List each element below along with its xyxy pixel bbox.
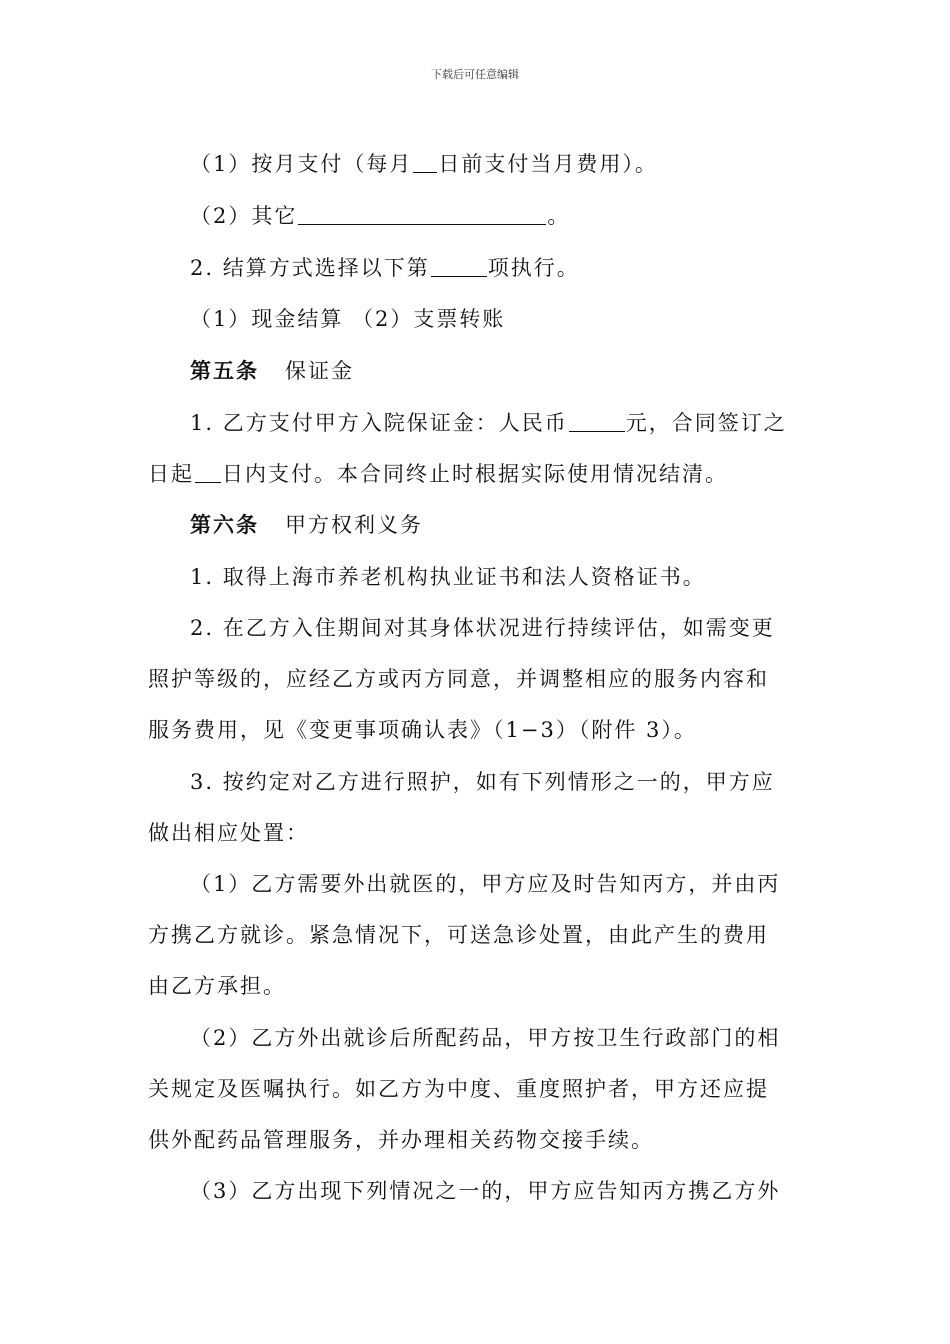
article-title: 保证金 xyxy=(285,359,355,383)
article-6-heading xyxy=(190,509,423,539)
text-segment: 日前支付当月费用）。 xyxy=(438,152,658,176)
text-segment: 元，合同签订之 xyxy=(625,411,787,435)
paragraph-line: （3）乙方出现下列情况之一的，甲方应告知丙方携乙方外 xyxy=(190,1179,781,1203)
text-segment: 2. 结算方式选择以下第 xyxy=(190,256,430,280)
article-title: 甲方权利义务 xyxy=(285,513,424,537)
paragraph-line: 方携乙方就诊。紧急情况下，可送急诊处置，由此产生的费用 xyxy=(148,923,769,947)
page-header: 下载后可任意编辑 xyxy=(431,68,519,81)
text-segment: 1. 乙方支付甲方入院保证金：人民币 xyxy=(190,411,568,435)
paragraph-line: 供外配药品管理服务，并办理相关药物交接手续。 xyxy=(148,1128,654,1152)
paragraph-line: 做出相应处置： xyxy=(148,821,309,845)
payment-option-1 xyxy=(190,148,658,178)
blank-field[interactable] xyxy=(431,256,487,277)
paragraph-line: 3. 按约定对乙方进行照护，如有下列情形之一的，甲方应 xyxy=(190,770,775,794)
paragraph-line: 由乙方承担。 xyxy=(148,974,286,998)
article-5-heading xyxy=(190,355,354,385)
text-segment: （2）其它 xyxy=(190,204,298,228)
text-segment: （1）按月支付（每月 xyxy=(190,152,413,176)
deposit-clause xyxy=(190,407,787,437)
paragraph-line: （1）乙方需要外出就医的，甲方应及时告知丙方，并由丙 xyxy=(190,872,781,896)
paragraph-line: 关规定及医嘱执行。如乙方为中度、重度照护者，甲方还应提 xyxy=(148,1077,769,1101)
settlement-options: （1）现金结算 （2）支票转账 xyxy=(190,307,506,331)
blank-field[interactable] xyxy=(195,462,221,483)
paragraph-line: 2. 在乙方入住期间对其身体状况进行持续评估，如需变更 xyxy=(190,616,775,640)
article-number: 第六条 xyxy=(190,513,259,537)
deposit-clause-cont xyxy=(148,458,728,488)
blank-field[interactable] xyxy=(569,411,625,432)
text-segment: 日起 xyxy=(148,462,194,486)
payment-option-2 xyxy=(190,200,570,230)
paragraph-line: （2）乙方外出就诊后所配药品，甲方按卫生行政部门的相 xyxy=(190,1026,781,1050)
paragraph-line: 1. 取得上海市养老机构执业证书和法人资格证书。 xyxy=(190,565,706,589)
paragraph-line: 照护等级的，应经乙方或丙方同意，并调整相应的服务内容和 xyxy=(148,667,769,691)
blank-field[interactable] xyxy=(413,152,437,173)
blank-field[interactable] xyxy=(298,204,546,225)
settlement-method xyxy=(190,252,580,282)
article-number: 第五条 xyxy=(190,359,259,383)
text-segment: 。 xyxy=(547,204,571,228)
paragraph-line: 服务费用，见《变更事项确认表》（1−3）（附件 3）。 xyxy=(148,718,697,742)
text-segment: 项执行。 xyxy=(487,256,580,280)
text-segment: 日内支付。本合同终止时根据实际使用情况结清。 xyxy=(222,462,728,486)
